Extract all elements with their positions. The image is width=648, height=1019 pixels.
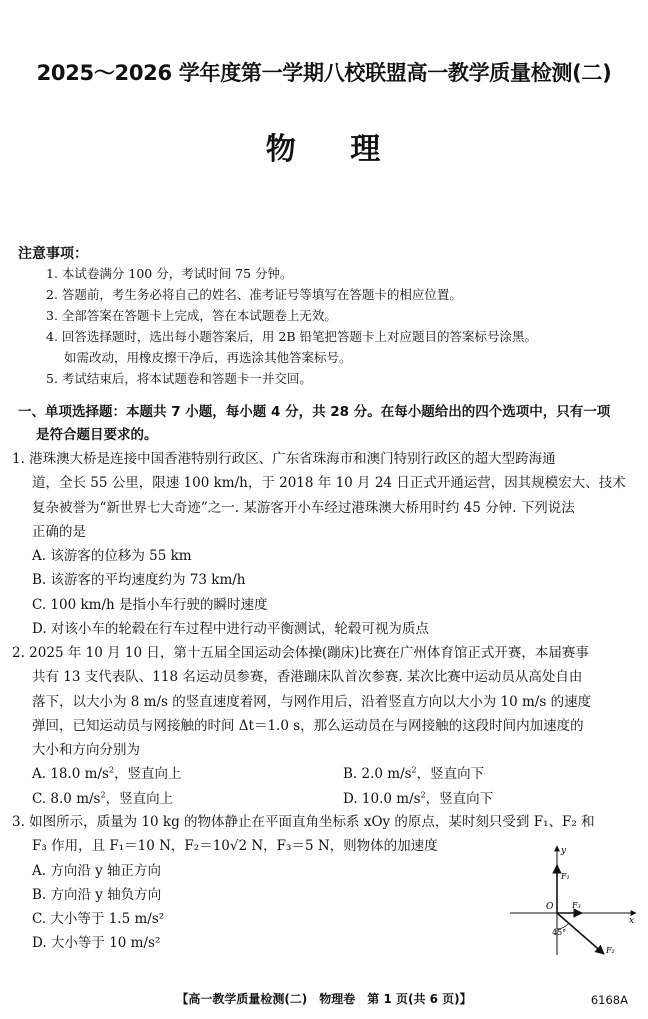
option-value: C. 8.0 m/s — [32, 790, 101, 807]
f2-label: F₂ — [606, 946, 615, 955]
notice-title: 注意事项： — [18, 246, 88, 262]
notice-item: 5. 考试结束后，将本试题卷和答题卡一并交回。 — [46, 371, 312, 386]
exam-code: 6168A — [590, 993, 628, 1007]
option-exponent: 2 — [411, 765, 417, 775]
page-footer: 【高一教学质量检测(二) 物理卷 第 1 页(共 6 页)】 — [176, 992, 472, 1006]
question-1-option-d: D. 对该小车的轮毂在行车过程中进行动平衡测试，轮毂可视为质点 — [32, 621, 429, 638]
option-exponent: 2 — [420, 790, 426, 800]
question-2-option-d — [327, 787, 638, 811]
question-2-stem: 大小和方向分别为 — [32, 742, 140, 759]
question-1-stem: 正确的是 — [32, 523, 86, 540]
question-3-stem: 3. 如图所示，质量为 10 kg 的物体静止在平面直角坐标系 xOy 的原点，某时刻只受到 F₁、F₂ 和 — [12, 814, 595, 830]
question-1-stem: 复杂被誉为“新世界七大奇迹”之一. 某游客开小车经过港珠澳大桥用时约 45 分钟. 下列说法 — [32, 499, 575, 516]
notice-item: 1. 本试卷满分 100 分，考试时间 75 分钟。 — [46, 266, 293, 281]
question-2 — [12, 641, 638, 811]
force-diagram — [508, 843, 640, 961]
question-2-option-b — [327, 762, 638, 786]
y-axis-label: y — [561, 846, 567, 856]
question-2-options-row — [12, 762, 638, 786]
question-1-stem: 道，全长 55 公里，限速 100 km/h，于 2018 年 10 月 24 日正式开通运营，因其规模宏大、技术 — [32, 475, 626, 492]
notice-item-continued — [46, 347, 537, 368]
notice-item: 3. 全部答案在答题卡上完成，答在本试题卷上无效。 — [46, 308, 337, 323]
angle-label: 45° — [552, 928, 567, 937]
x-axis-label: x — [629, 916, 635, 926]
notice-item-continuation: 如需改动，用橡皮擦干净后，再选涂其他答案标号。 — [64, 350, 352, 365]
question-1-option-b: B. 该游客的平均速度约为 73 km/h — [32, 572, 246, 589]
question-1-stem: 1. 港珠澳大桥是连接中国香港特别行政区、广东省珠海市和澳门特别行政区的超大型跨海通 — [12, 451, 556, 467]
question-3-option-b: B. 方向沿 y 轴负方向 — [32, 886, 162, 903]
question-2-stem: 弹回，已知运动员与网接触的时间 Δt＝1.0 s，那么运动员在与网接触的这段时间内加速度的 — [32, 717, 584, 734]
section-heading-line: 一、单项选择题：本题共 7 小题，每小题 4 分，共 28 分。在每小题给出的四个选项中，只有一项 — [18, 404, 611, 420]
question-3-stem: F₃ 作用，且 F₁＝10 N，F₂＝10√2 N，F₃＝5 N，则物体的加速度 — [32, 838, 438, 855]
subject-title: 物 理 — [265, 132, 383, 167]
question-2-option-c — [12, 787, 327, 811]
origin-label: O — [546, 902, 554, 912]
option-direction: ，竖直向下 — [425, 790, 494, 807]
section-heading-line: 是符合题目要求的。 — [36, 427, 158, 443]
option-value: A. 18.0 m/s — [32, 766, 109, 783]
question-2-stem: 共有 13 支代表队、118 名运动员参赛，香港蹦床队首次参赛. 某次比赛中运动员从高处自由 — [32, 669, 583, 686]
question-2-stem: 2. 2025 年 10 月 10 日，第十五届全国运动会体操(蹦床)比赛在广州体育馆正式开赛，本届赛事 — [12, 645, 589, 661]
question-2-option-a — [12, 762, 327, 786]
question-1-option-a: A. 该游客的位移为 55 km — [32, 548, 192, 565]
option-value: B. 2.0 m/s — [343, 766, 412, 783]
question-3-option-d: D. 大小等于 10 m/s² — [32, 935, 161, 952]
exam-title: 2025～2026 学年度第一学期八校联盟高一教学质量检测(二) — [36, 61, 612, 85]
question-1 — [12, 447, 638, 641]
f3-label: F₃ — [572, 901, 581, 910]
question-2-options-row — [12, 787, 638, 811]
question-3-option-a: A. 方向沿 y 轴正方向 — [32, 862, 162, 879]
option-direction: ，竖直向下 — [416, 766, 485, 783]
question-3-option-c: C. 大小等于 1.5 m/s² — [32, 911, 165, 928]
option-value: D. 10.0 m/s — [343, 790, 421, 807]
option-direction: ，竖直向上 — [105, 790, 174, 807]
question-1-option-c: C. 100 km/h 是指小车行驶的瞬时速度 — [32, 596, 268, 613]
notice-item: 2. 答题前，考生务必将自己的姓名、准考证号等填写在答题卡的相应位置。 — [46, 287, 462, 302]
notice-list — [46, 263, 537, 389]
section-heading — [18, 401, 630, 447]
option-exponent: 2 — [100, 790, 106, 800]
option-exponent: 2 — [108, 765, 115, 775]
f1-label: F₁ — [561, 872, 570, 881]
option-direction: ，竖直向上 — [114, 766, 182, 783]
notice-item: 4. 回答选择题时，选出每小题答案后，用 2B 铅笔把答题卡上对应题目的答案标号涂黑。 — [46, 329, 537, 344]
question-2-stem: 落下，以大小为 8 m/s 的竖直速度着网，与网作用后，沿着竖直方向以大小为 10 m/s 的速度 — [32, 693, 592, 710]
